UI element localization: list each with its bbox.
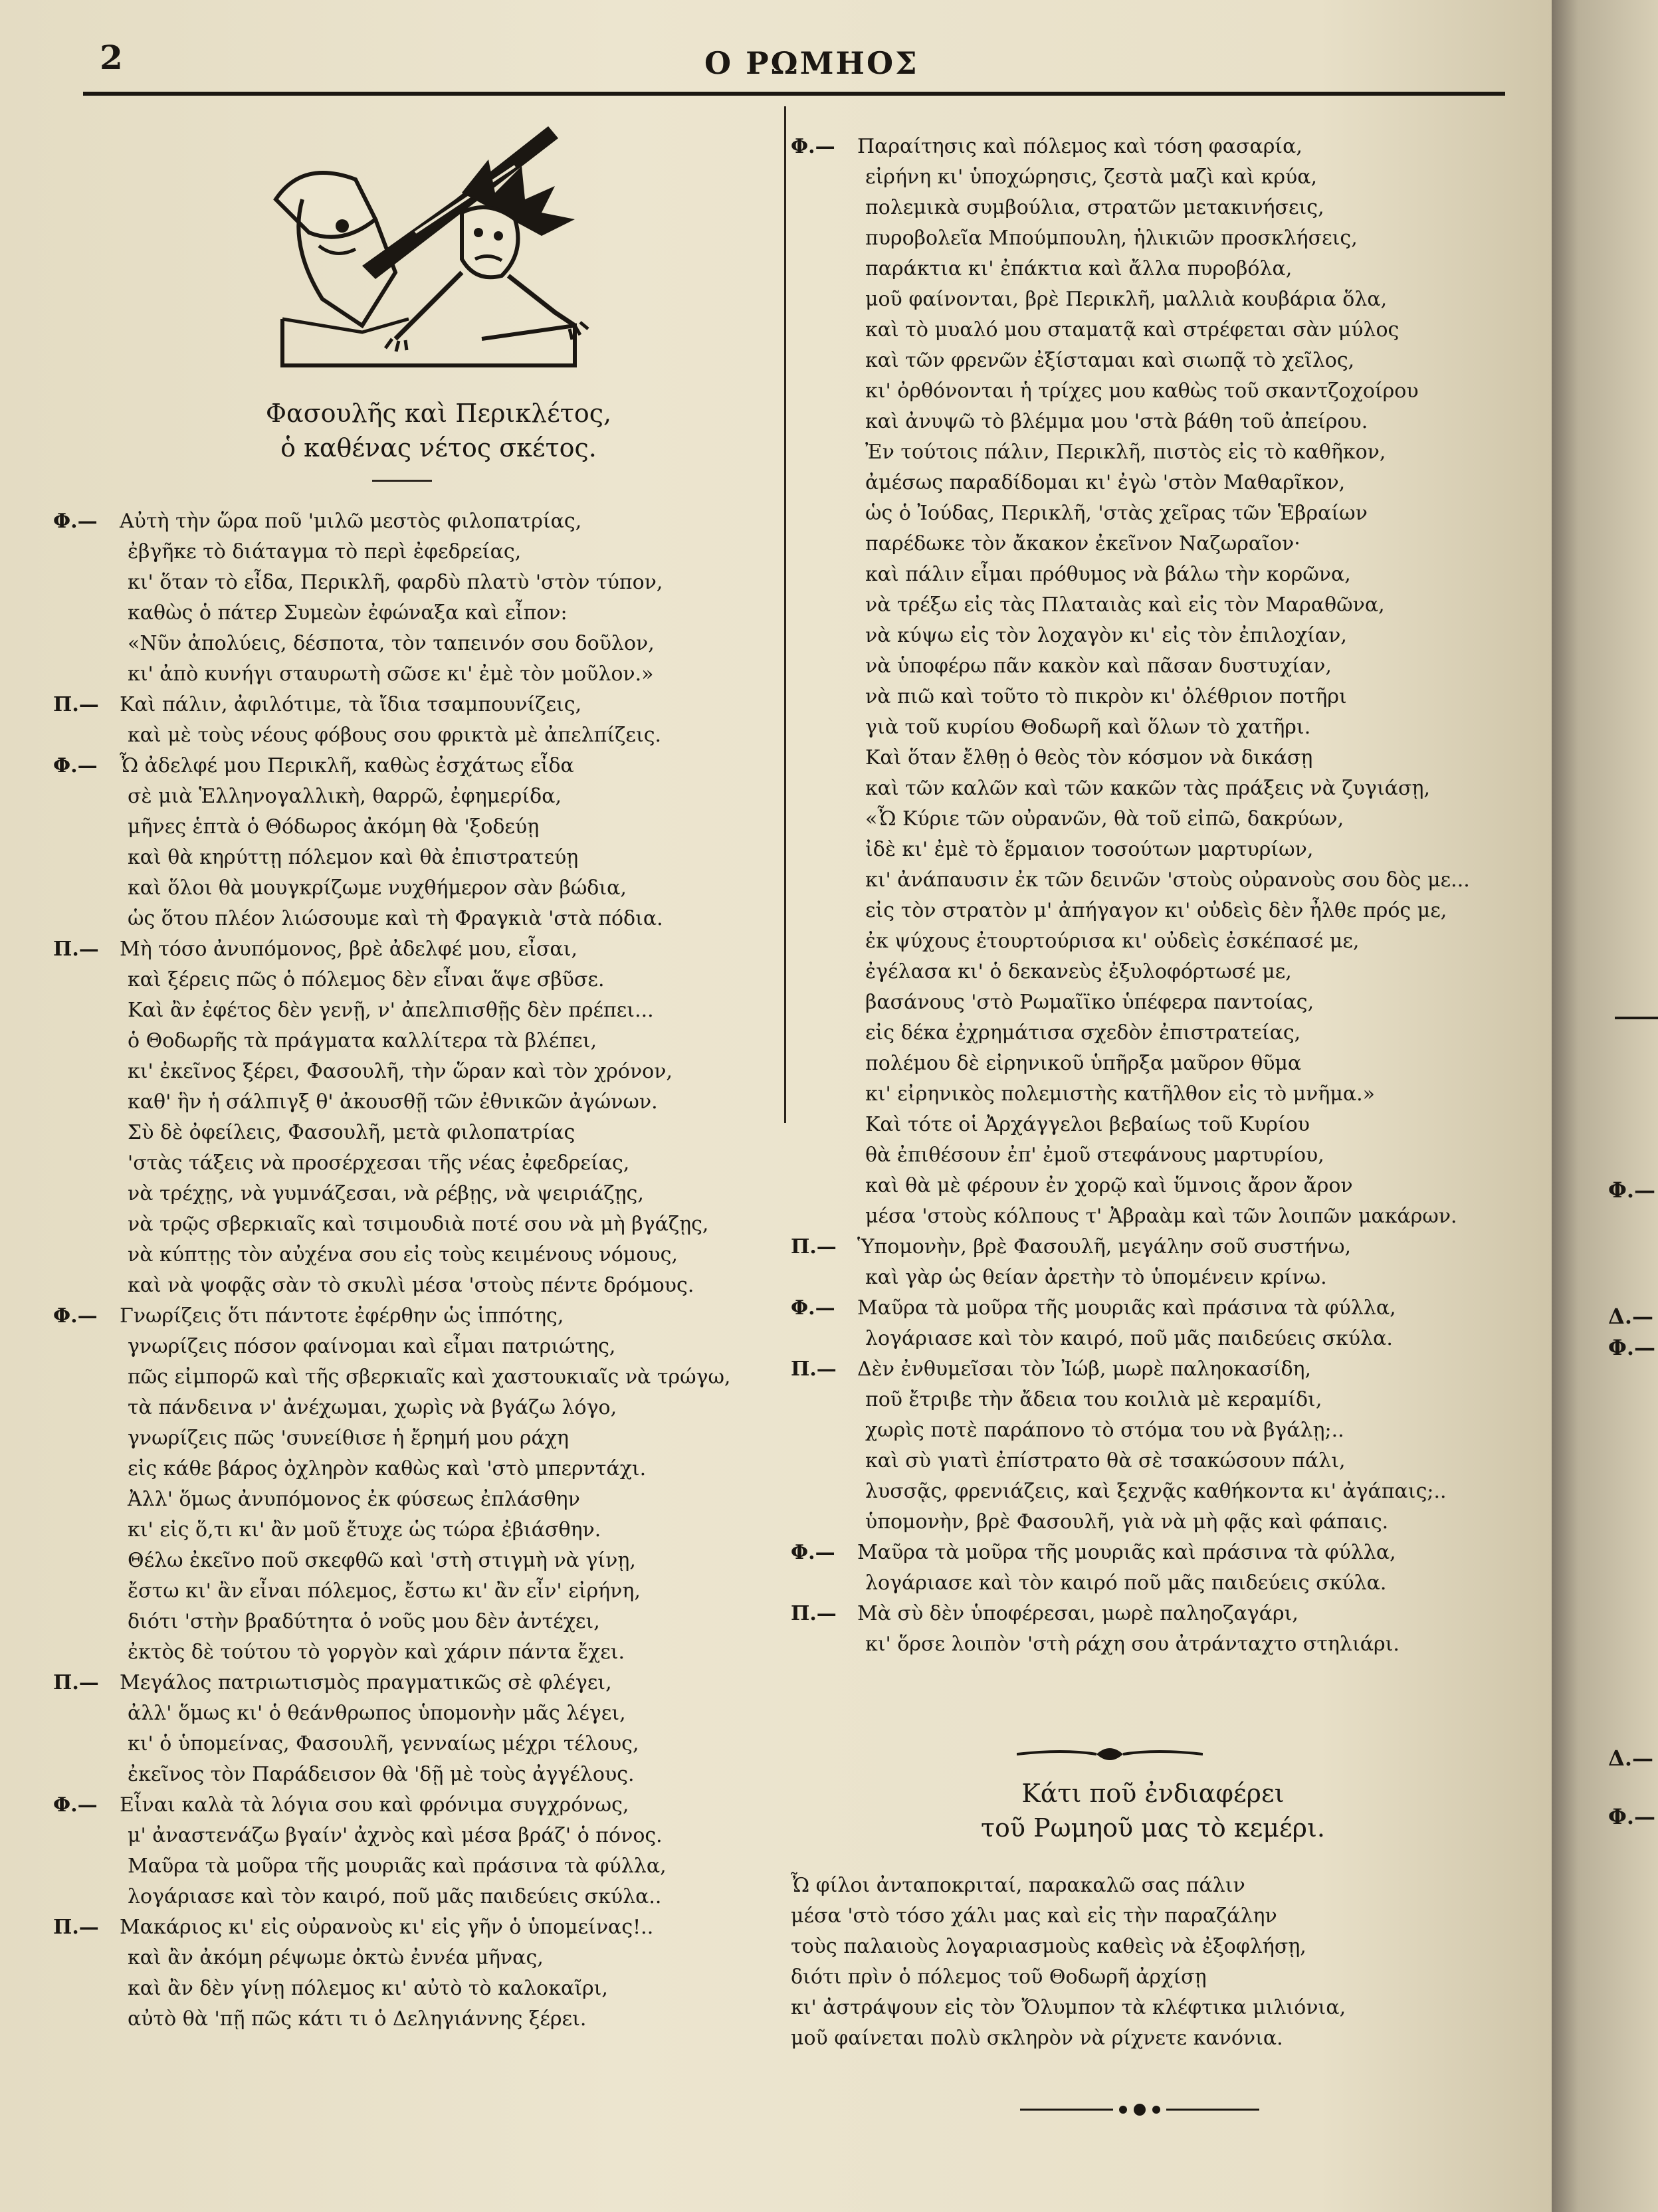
speaker-label: Π.— [53, 1671, 99, 1694]
speaker-label: Π.— [53, 693, 99, 716]
dialogue-stanza [53, 690, 661, 751]
verse-line: ἐκτὸς δὲ τούτου τὸ γοργὸν καὶ χάριν πάντα ἔχει. [128, 1641, 625, 1664]
verse-line: Σὺ δὲ ὀφείλεις, Φασουλῆ, μετὰ φιλοπατρίας [128, 1121, 575, 1144]
verse-line: Δὲν ἐνθυμεῖσαι τὸν Ἰώβ, μωρὲ παληοκασίδη, [857, 1357, 1312, 1381]
dialogue-stanza [791, 1293, 1396, 1354]
verse-line: «Ὦ Κύριε τῶν οὐρανῶν, θὰ τοῦ εἰπῶ, δακρύων, [865, 807, 1344, 831]
verse-line: κι' ἐκεῖνος ξέρει, Φασουλῆ, τὴν ὥραν καὶ τὸν χρόνον, [128, 1060, 673, 1083]
verse-line: νὰ πιῶ καὶ τοῦτο τὸ πικρὸν κι' ὀλέθριον ποτῆρι [865, 685, 1347, 708]
verse-line: ἐβγῆκε τὸ διάταγμα τὸ περὶ ἐφεδρείας, [128, 540, 522, 563]
verse-line: Γνωρίζεις ὅτι πάντοτε ἐφέρθην ὡς ἱππότης, [120, 1304, 564, 1328]
verse-line: Καὶ τότε οἱ Ἀρχάγγελοι βεβαίως τοῦ Κυρίου [865, 1113, 1310, 1136]
verse-line: ἐκεῖνος τὸν Παράδεισον θὰ 'δῇ μὲ τοὺς ἀγγέλους. [128, 1763, 635, 1786]
verse-line: μ' ἀναστενάζω βγαίν' ἀχνὸς καὶ μέσα βράζ' ὁ πόνος. [128, 1824, 663, 1847]
verse-line: ἐκ ψύχους ἐτουρτούρισα κι' οὐδεὶς ἐσκέπασέ με, [865, 930, 1360, 953]
verse-line: γνωρίζεις πῶς 'συνείθισε ἡ ἔρημή μου ράχη [128, 1427, 569, 1450]
verse-line: παρέδωκε τὸν ἄκακον ἐκεῖνον Ναζωραῖον· [865, 532, 1300, 555]
verse-line: καὶ τὸ μυαλό μου σταματᾷ καὶ στρέφεται σὰν μύλος [865, 318, 1399, 342]
page-number: 2 [100, 38, 123, 77]
verse-line: κι' ὅταν τὸ εἶδα, Περικλῆ, φαρδὺ πλατὺ 'στὸν τύπον, [128, 571, 663, 594]
speaker-label: Π.— [53, 938, 99, 961]
speaker-label: Π.— [53, 1916, 99, 1939]
dialogue-stanza [791, 1538, 1396, 1599]
speaker-label: Φ.— [53, 510, 98, 533]
next-page-speaker: Φ.— [1608, 1804, 1656, 1829]
ornament-divider-icon [1017, 1741, 1203, 1767]
dialogue-stanza [53, 1668, 639, 1790]
verse-line: 'στὰς τάξεις νὰ προσέρχεσαι τῆς νέας ἐφεδρείας, [128, 1152, 630, 1175]
header-rule [83, 92, 1505, 96]
verse-line: καὶ ἂν ἀκόμη ρέψωμε ὀκτὼ ἐννέα μῆνας, [128, 1946, 544, 1969]
verse-line: καὶ ἂν δὲν γίνῃ πόλεμος κι' αὐτὸ τὸ καλοκαῖρι, [128, 1977, 608, 2000]
verse-line: χωρὶς ποτὲ παράπονο τὸ στόμα του νὰ βγάλῃ;.. [865, 1419, 1344, 1442]
next-page-speaker: Δ.— [1608, 1746, 1653, 1771]
speaker-label: Π.— [791, 1357, 837, 1381]
verse-line: λυσσᾷς, φρενιάζεις, καὶ ξεχνᾷς καθήκοντα κι' ἀγάπαις;.. [865, 1480, 1447, 1503]
dialogue-stanza [53, 751, 663, 934]
speaker-label: Φ.— [53, 1304, 98, 1328]
verse-line: καὶ ξέρεις πῶς ὁ πόλεμος δὲν εἶναι ἅψε σβῦσε. [128, 968, 605, 991]
section-body-line: μέσα 'στὸ τόσο χάλι μας καὶ εἰς τὴν παραζάλην [791, 1904, 1277, 1928]
section-title-line-2: τοῦ Ρωμηοῦ μας τὸ κεμέρι. [981, 1813, 1325, 1843]
verse-line: Ἐν τούτοις πάλιν, Περικλῆ, πιστὸς εἰς τὸ καθῆκον, [865, 441, 1386, 464]
speaker-label: Π.— [791, 1602, 837, 1625]
verse-line: πῶς εἰμπορῶ καὶ τῆς σβερκιαῖς καὶ χαστουκιαῖς νὰ τρώγω, [128, 1365, 731, 1389]
verse-line: γιὰ τοῦ κυρίου Θοδωρῆ καὶ ὅλων τὸ χατῆρι. [865, 716, 1311, 739]
verse-line: εἰς κάθε βάρος ὀχληρὸν καθὼς καὶ 'στὸ μπερντάχι. [128, 1457, 647, 1480]
verse-line: καὶ μὲ τοὺς νέους φόβους σου φρικτὰ μὲ ἀπελπίζεις. [128, 724, 662, 747]
verse-line: νὰ ὑποφέρω πᾶν κακὸν καὶ πᾶσαν δυστυχίαν, [865, 654, 1332, 678]
verse-line: Μαῦρα τὰ μοῦρα τῆς μουριᾶς καὶ πράσινα τὰ φύλλα, [857, 1541, 1396, 1564]
verse-line: νὰ τρέξω εἰς τὰς Πλαταιὰς καὶ εἰς τὸν Μαραθῶνα, [865, 593, 1385, 617]
dialogue-stanza [53, 1790, 667, 1912]
verse-line: αὐτὸ θὰ 'πῇ πῶς κάτι τι ὁ Δεληγιάννης ξέρει. [128, 2007, 587, 2031]
verse-line: καὶ ἀνυψῶ τὸ βλέμμα μου 'στὰ βάθη τοῦ ἀπείρου. [865, 410, 1368, 433]
poem-title-line-2: ὁ καθένας νέτος σκέτος. [280, 433, 597, 462]
verse-line: μοῦ φαίνονται, βρὲ Περικλῆ, μαλλιὰ κουβάρια ὅλα, [865, 288, 1388, 311]
dialogue-stanza [53, 934, 708, 1301]
verse-line: καὶ τῶν καλῶν καὶ τῶν κακῶν τὰς πράξεις νὰ ζυγιάσῃ, [865, 777, 1430, 800]
verse-line: παράκτια κι' ἐπάκτια καὶ ἄλλα πυροβόλα, [865, 257, 1293, 280]
next-page-speaker: Φ.— [1608, 1177, 1656, 1203]
verse-line: θὰ ἐπιθέσουν ἐπ' ἐμοῦ στεφάνους μαρτυρίου, [865, 1144, 1324, 1167]
verse-line: κι' ὀρθόνονται ἡ τρίχες μου καθὼς τοῦ σκαντζοχοίρου [865, 379, 1419, 403]
verse-line: κι' εἰρηνικὸς πολεμιστὴς κατῆλθον εἰς τὸ μνῆμα.» [865, 1082, 1376, 1106]
verse-line: κι' ὁ ὑπομείνας, Φασουλῆ, γενναίως μέχρι τέλους, [128, 1732, 639, 1756]
verse-line: εἰς τὸν στρατὸν μ' ἀπήγαγον κι' οὐδεὶς δὲν ἦλθε πρός με, [865, 899, 1447, 922]
verse-line: βασάνους 'στὸ Ρωμαῖϊκο ὑπέφερα παντοίας, [865, 991, 1314, 1014]
section-body-line: τοὺς παλαιοὺς λογαριασμοὺς καθεὶς νὰ ἐξοφλήσῃ, [791, 1935, 1306, 1958]
verse-line: ἰδὲ κι' ἐμὲ τὸ ἕρμαιον τοσούτων μαρτυρίων, [865, 838, 1314, 861]
speaker-label: Φ.— [53, 1793, 98, 1817]
verse-line: Θέλω ἐκεῖνο ποῦ σκεφθῶ καὶ 'στὴ στιγμὴ νὰ γίνῃ, [128, 1549, 636, 1572]
verse-line: Ἀλλ' ὅμως ἀνυπόμονος ἐκ φύσεως ἐπλάσθην [128, 1488, 580, 1511]
verse-line: λογάριασε καὶ τὸν καιρό, ποῦ μᾶς παιδεύεις σκύλα. [865, 1327, 1393, 1350]
verse-line: πολέμου δὲ εἰρηνικοῦ ὑπῆρξα μαῦρον θῦμα [865, 1052, 1302, 1075]
verse-line: Αὐτὴ τὴν ὥρα ποῦ 'μιλῶ μεστὸς φιλοπατρίας, [120, 510, 582, 533]
verse-line: εἰς δέκα ἐχρημάτισα σχεδὸν ἐπιστρατείας, [865, 1021, 1301, 1045]
section-body-line: Ὦ φίλοι ἀνταποκριταί, παρακαλῶ σας πάλιν [791, 1874, 1245, 1897]
dialogue-stanza [53, 506, 663, 690]
verse-line: ὡς ὁ Ἰούδας, Περικλῆ, 'στὰς χεῖρας τῶν Ἑβραίων [865, 502, 1368, 525]
verse-line: μέσα 'στοὺς κόλπους τ' Ἀβραὰμ καὶ τῶν λοιπῶν μακάρων. [865, 1205, 1457, 1228]
next-page-rule [1615, 1017, 1658, 1019]
verse-line: κι' ἀπὸ κυνήγι σταυρωτὴ σῶσε κι' ἐμὲ τὸν μοῦλον.» [128, 662, 654, 686]
verse-line: σὲ μιὰ Ἑλληνογαλλικὴ, θαρρῶ, ἐφημερίδα, [128, 785, 562, 808]
verse-line: «Νῦν ἀπολύεις, δέσποτα, τὸν ταπεινόν σου δοῦλον, [128, 632, 655, 655]
speaker-label: Π.— [791, 1235, 837, 1258]
verse-line: Καὶ ὅταν ἔλθῃ ὁ θεὸς τὸν κόσμον νὰ δικάσῃ [865, 746, 1313, 769]
speaker-label: Φ.— [791, 1541, 835, 1564]
verse-line: διότι 'στὴν βραδύτητα ὁ νοῦς μου δὲν ἀντέχει, [128, 1610, 600, 1633]
verse-line: καὶ ὅλοι θὰ μουγκρίζωμε νυχθήμερον σὰν βώδια, [128, 876, 627, 900]
verse-line: νὰ κύπτῃς τὸν αὐχένα σου εἰς τοὺς κειμένους νόμους, [128, 1243, 678, 1266]
verse-line: νὰ τρέχῃς, νὰ γυμνάζεσαι, νὰ ρέβῃς, νὰ ψειριάζῃς, [128, 1182, 644, 1205]
verse-line: Μεγάλος πατριωτισμὸς πραγματικῶς σὲ φλέγει, [120, 1671, 612, 1694]
verse-line: ἐγέλασα κι' ὁ δεκανεὺς ἐξυλοφόρτωσέ με, [865, 960, 1292, 983]
verse-line: Ὑπομονὴν, βρὲ Φασουλῆ, μεγάλην σοῦ συστήνω, [857, 1235, 1351, 1258]
verse-line: Μαῦρα τὰ μοῦρα τῆς μουριᾶς καὶ πράσινα τὰ φύλλα, [128, 1855, 667, 1878]
section-body-line: διότι πρὶν ὁ πόλεμος τοῦ Θοδωρῆ ἀρχίσῃ [791, 1965, 1207, 1989]
verse-line: ἔστω κι' ἂν εἶναι πόλεμος, ἔστω κι' ἂν εἶν' εἰρήνη, [128, 1579, 641, 1603]
section-title-line-1: Κάτι ποῦ ἐνδιαφέρει [1021, 1779, 1285, 1808]
speaker-label: Φ.— [791, 1296, 835, 1320]
verse-line: ποῦ ἔτριβε τὴν ἄδεια του κοιλιὰ μὲ κεραμίδι, [865, 1388, 1322, 1411]
speaker-label: Φ.— [791, 135, 835, 158]
verse-line: Μὴ τόσο ἀνυπόμονος, βρὲ ἀδελφέ μου, εἶσαι, [120, 938, 577, 961]
verse-line: ἀλλ' ὅμως κι' ὁ θεάνθρωπος ὑπομονὴν μᾶς λέγει, [128, 1702, 626, 1725]
verse-line: ὑπομονὴν, βρὲ Φασουλῆ, γιὰ νὰ μὴ φᾷς καὶ φάπαις. [865, 1510, 1389, 1534]
closing-ornament-icon [1020, 2096, 1259, 2123]
verse-line: νὰ κύψω εἰς τὸν λοχαγὸν κι' εἰς τὸν ἐπιλοχίαν, [865, 624, 1347, 647]
title-rule [372, 480, 432, 482]
next-page-speaker: Δ.— [1608, 1304, 1653, 1329]
verse-line: καθὼς ὁ πάτερ Συμεὼν ἐφώναξα καὶ εἶπον: [128, 601, 568, 625]
verse-line: Μὰ σὺ δὲν ὑποφέρεσαι, μωρὲ παληοζαγάρι, [857, 1602, 1298, 1625]
verse-line: εἰρήνη κι' ὑποχώρησις, ζεστὰ μαζὶ καὶ κρύα, [865, 165, 1318, 189]
verse-line: ἀμέσως παραδίδομαι κι' ἐγὼ 'στὸν Μαθαρῖκον, [865, 471, 1346, 494]
caricature-icon [262, 120, 608, 372]
column-divider [784, 106, 786, 1123]
next-page-edge [1552, 0, 1658, 2212]
verse-line: Καὶ πάλιν, ἀφιλότιμε, τὰ ἴδια τσαμπουνίζεις, [120, 693, 582, 716]
verse-line: γνωρίζεις πόσον φαίνομαι καὶ εἶμαι πατριώτης, [128, 1335, 616, 1358]
masthead-title: Ο ΡΩΜΗΟΣ [704, 45, 919, 81]
verse-line: τὰ πάνδεινα ν' ἀνέχωμαι, χωρὶς νὰ βγάζω λόγο, [128, 1396, 617, 1419]
verse-line: πολεμικὰ συμβούλια, στρατῶν μετακινήσεις, [865, 196, 1324, 219]
verse-line: κι' εἰς ὅ,τι κι' ἂν μοῦ ἔτυχε ὡς τώρα ἐβιάσθην. [128, 1518, 601, 1542]
dialogue-stanza [791, 1354, 1447, 1538]
next-page-speaker: Φ.— [1608, 1335, 1656, 1360]
verse-line: πυροβολεῖα Μπούμπουλη, ἡλικιῶν προσκλήσεις, [865, 227, 1358, 250]
poem-title-line-1: Φασουλῆς καὶ Περικλέτος, [265, 399, 612, 428]
verse-line: κι' ὅρσε λοιπὸν 'στὴ ράχη σου ἀτράνταχτο στηλιάρι. [865, 1633, 1399, 1656]
dialogue-stanza [53, 1912, 653, 2035]
verse-line: νὰ τρῷς σβερκιαῖς καὶ τσιμουδιὰ ποτέ σου νὰ μὴ βγάζῃς, [128, 1213, 709, 1236]
verse-line: καὶ νὰ ψοφᾷς σὰν τὸ σκυλὶ μέσα 'στοὺς πέντε δρόμους. [128, 1274, 694, 1297]
speaker-label: Φ.— [53, 754, 98, 777]
verse-line: Εἶναι καλὰ τὰ λόγια σου καὶ φρόνιμα συγχρόνως, [120, 1793, 629, 1817]
verse-line: Ὦ ἀδελφέ μου Περικλῆ, καθὼς ἐσχάτως εἶδα [120, 754, 574, 777]
verse-line: καὶ πάλιν εἶμαι πρόθυμος νὰ βάλω τὴν κορῶνα, [865, 563, 1351, 586]
verse-line: καὶ γὰρ ὡς θείαν ἀρετὴν τὸ ὑπομένειν κρίνω. [865, 1266, 1327, 1289]
verse-line: λογάριασε καὶ τὸν καιρό ποῦ μᾶς παιδεύεις σκύλα. [865, 1571, 1387, 1595]
dialogue-stanza [53, 1301, 730, 1668]
dialogue-stanza [791, 1232, 1351, 1293]
verse-line: λογάριασε καὶ τὸν καιρό, ποῦ μᾶς παιδεύεις σκύλα.. [128, 1885, 662, 1908]
verse-line: καὶ σὺ γιατὶ ἐπίστρατο θὰ σὲ τσακώσουν πάλι, [865, 1449, 1346, 1472]
dialogue-stanza [791, 132, 1470, 1232]
verse-line: μῆνες ἑπτὰ ὁ Θόδωρος ἀκόμη θὰ 'ξοδεύῃ [128, 815, 540, 839]
section-body-text [791, 1870, 1346, 2054]
verse-line: κι' ἀνάπαυσιν ἐκ τῶν δεινῶν 'στοὺς οὐρανοὺς σου δὸς με... [865, 868, 1470, 892]
verse-line: ὁ Θοδωρῆς τὰ πράγματα καλλίτερα τὰ βλέπει, [128, 1029, 597, 1053]
verse-line: Μαῦρα τὰ μοῦρα τῆς μουριᾶς καὶ πράσινα τὰ φύλλα, [857, 1296, 1396, 1320]
section-body-line: μοῦ φαίνεται πολὺ σκληρὸν νὰ ρίχνετε κανόνια. [791, 2027, 1283, 2050]
verse-line: καὶ θὰ κηρύττῃ πόλεμον καὶ θὰ ἐπιστρατεύῃ [128, 846, 579, 869]
verse-line: Καὶ ἂν ἐφέτος δὲν γενῇ, ν' ἀπελπισθῇς δὲν πρέπει... [128, 999, 654, 1022]
verse-line: καὶ θὰ μὲ φέρουν ἐν χορῷ καὶ ὕμνοις ἄρον ἄρον [865, 1174, 1353, 1197]
dialogue-stanza [791, 1599, 1399, 1660]
verse-line: καὶ τῶν φρενῶν ἐξίσταμαι καὶ σιωπᾷ τὸ χεῖλος, [865, 349, 1355, 372]
section-body-line: κι' ἀστράψουν εἰς τὸν Ὄλυμπον τὰ κλέφτικα μιλιόνια, [791, 1996, 1346, 2019]
verse-line: Μακάριος κι' εἰς οὐρανοὺς κι' εἰς γῆν ὁ ὑπομείνας!.. [120, 1916, 654, 1939]
verse-line: ὡς ὅτου πλέον λιώσουμε καὶ τὴ Φραγκιὰ 'στὰ πόδια. [128, 907, 663, 930]
verse-line: καθ' ἣν ἡ σάλπιγξ θ' ἀκουσθῇ τῶν ἐθνικῶν ἀγώνων. [128, 1090, 658, 1114]
verse-line: Παραίτησις καὶ πόλεμος καὶ τόση φασαρία, [857, 135, 1302, 158]
